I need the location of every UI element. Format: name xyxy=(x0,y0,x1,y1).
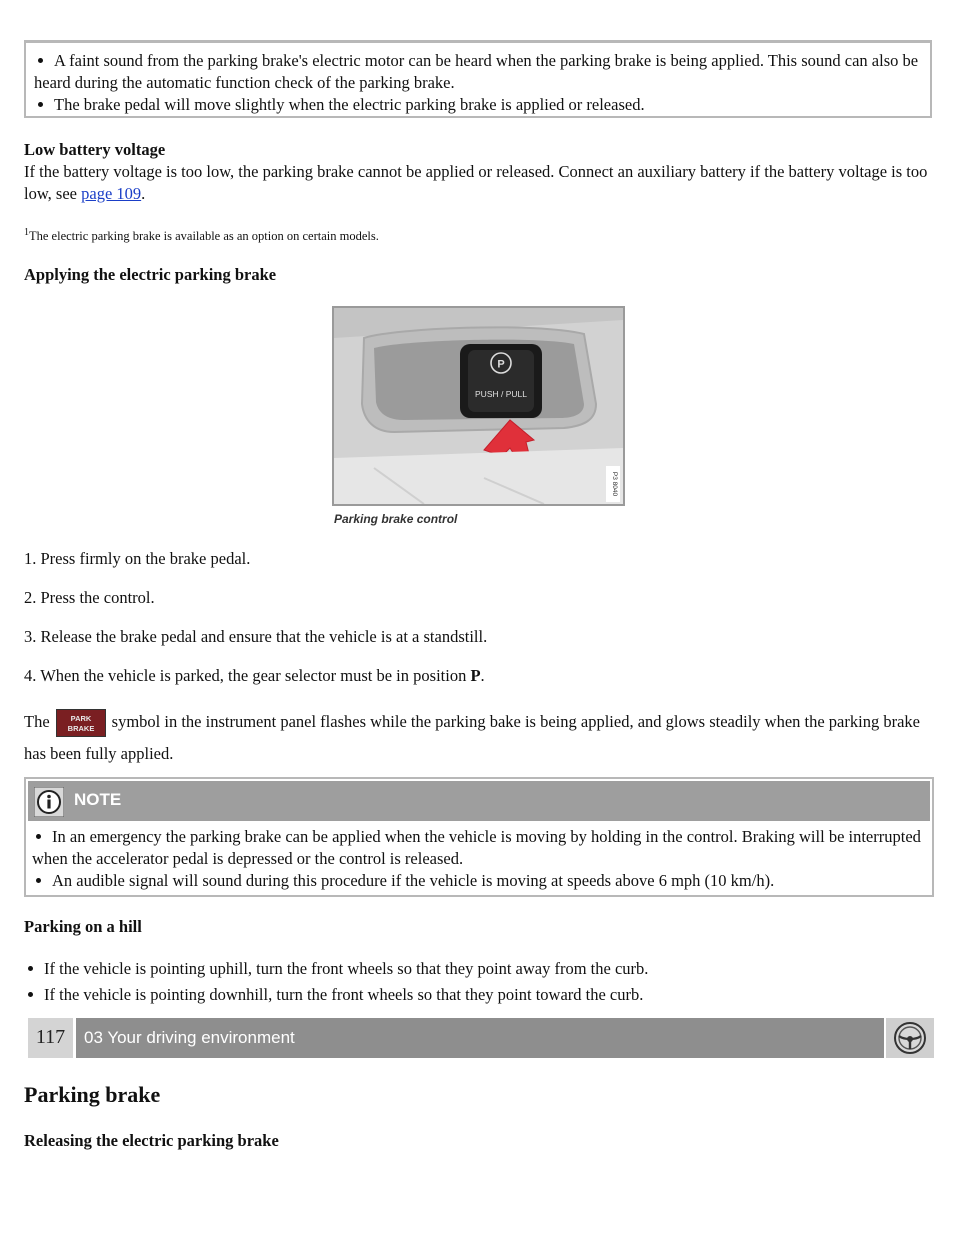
page-109-link[interactable]: page 109 xyxy=(81,183,142,203)
park-symbol-line2: BRAKE xyxy=(67,724,94,733)
footnote xyxy=(24,226,934,245)
note-box xyxy=(24,777,934,897)
step-1: 1. Press firmly on the brake pedal. xyxy=(24,549,251,568)
info-box xyxy=(24,40,932,118)
info-bullet-pedal-move: The brake pedal will move slightly when the electric parking brake is applied or released. xyxy=(34,94,922,116)
step-2: 2. Press the control. xyxy=(24,588,155,607)
hill-heading: Parking on a hill xyxy=(24,917,142,936)
note-title: NOTE xyxy=(74,790,122,809)
step-4: 4. When the vehicle is parked, the gear selector must be in position P. xyxy=(24,666,485,685)
p-symbol-label: P xyxy=(497,358,505,371)
hill-bullet-uphill: If the vehicle is pointing uphill, turn the front wheels so that they point away from the curb. xyxy=(24,958,934,980)
park-brake-symbol-text: The PARK BRAKE symbol in the instrument panel flashes while the parking bake is being applied, and glows steadily when the parking brake has been fully applied. xyxy=(24,706,934,770)
parking-brake-illustration xyxy=(334,308,623,504)
chapter-bar xyxy=(28,1018,934,1058)
figure-code: P3 8040 xyxy=(611,471,618,497)
step-3: 3. Release the brake pedal and ensure that the vehicle is at a standstill. xyxy=(24,627,488,646)
steering-wheel-icon xyxy=(886,1018,934,1058)
push-pull-label: PUSH / PULL xyxy=(475,389,527,399)
park-symbol-line1: PARK xyxy=(70,714,92,723)
releasing-heading: Releasing the electric parking brake xyxy=(24,1131,279,1150)
figure-caption: Parking brake control xyxy=(334,512,458,526)
footnote-marker: 1 xyxy=(24,227,29,238)
page-number: 117 xyxy=(28,1018,73,1058)
hill-list xyxy=(24,958,934,1010)
info-bullet-motor-sound: A faint sound from the parking brake's electric motor can be heard when the parking brake is being applied. This sound can also be heard during the automatic function check of the parking brake. xyxy=(34,50,922,94)
chapter-title: 03 Your driving environment xyxy=(76,1018,884,1058)
info-icon xyxy=(34,787,64,817)
park-brake-indicator-icon xyxy=(56,709,106,737)
note-bullet-audible-signal: An audible signal will sound during this procedure if the vehicle is moving at speeds above 6 mph (10 km/h). xyxy=(32,870,928,892)
note-bullet-emergency: In an emergency the parking brake can be applied when the vehicle is moving by holding in the control. Braking will be interrupted when the accelerator pedal is depressed or the control is released. xyxy=(32,826,928,870)
low-battery-text: If the battery voltage is too low, the parking brake cannot be applied or released. Connect an auxiliary battery if the battery voltage is too low, see page 109. xyxy=(24,161,928,203)
applying-heading: Applying the electric parking brake xyxy=(24,265,277,284)
note-body xyxy=(32,826,928,891)
parking-brake-control-figure xyxy=(332,306,625,506)
hill-bullet-downhill: If the vehicle is pointing downhill, turn the front wheels so that they point toward the curb. xyxy=(24,984,934,1006)
low-battery-heading: Low battery voltage xyxy=(24,140,166,159)
note-header xyxy=(28,781,930,821)
low-battery-section xyxy=(24,139,934,204)
section-title: Parking brake xyxy=(24,1082,161,1107)
footnote-text: The electric parking brake is available as an option on certain models. xyxy=(29,229,379,244)
